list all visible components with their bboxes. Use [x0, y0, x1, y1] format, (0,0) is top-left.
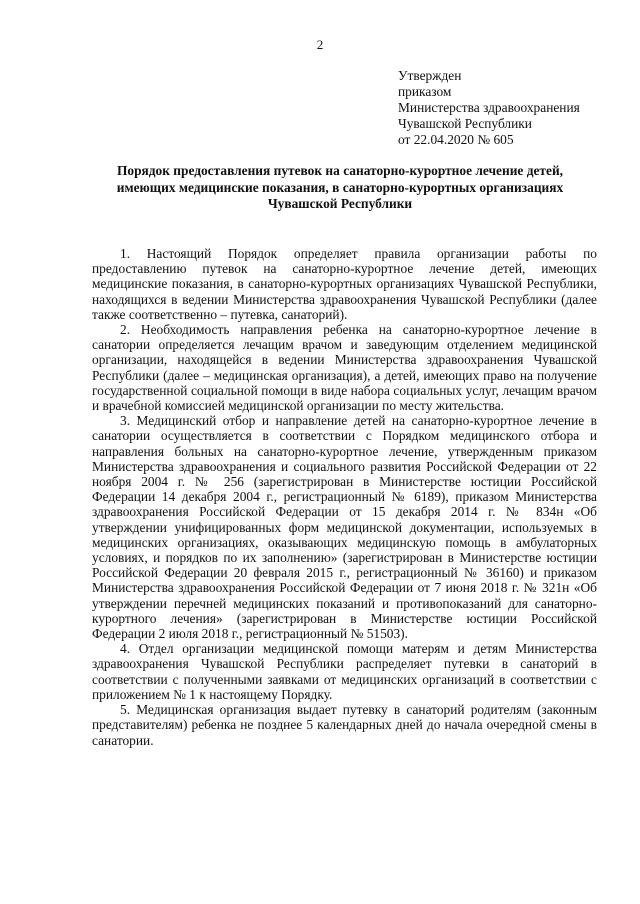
document-title: [80, 163, 600, 213]
approval-block: [398, 68, 628, 148]
paragraph-2: 2. Необходимость направления ребенка на санаторно-курортное лечение в санатории определяется лечащим врачом и заведующим отделением медицинской организации, находящейся в ведении Министерства здравоохранения Чувашской Республики (далее – медицинская организация), а детей, имеющих право на получение государственной социальной помощи в виде набора социальных услуг, лечащим врачом и врачебной комиссией медицинской организации по месту жительства.: [92, 322, 597, 414]
approval-line-approved: Утвержден: [398, 68, 462, 83]
approval-line-ministry: Министерства здравоохранения: [398, 100, 580, 115]
paragraph-3: 3. Медицинский отбор и направление детей на санаторно-курортное лечение в санатории осуществляется в соответствии с Порядком медицинского отбора и направления больных на санаторно-курортное лечение, утвержденным приказом Министерства здравоохранения и социального развития Российской Федерации от 22 ноября 2004 г. № 256 (зарегистрирован в Министерстве юстиции Российской Федерации 14 декабря 2004 г., регистрационный № 6189), приказом Министерства здравоохранения Российской Федерации от 15 декабря 2014 г. № 834н «Об утверждении унифицированных форм медицинской документации, используемых в медицинских организациях, оказывающих медицинскую помощь в амбулаторных условиях, и порядков по их заполнению» (зарегистрирован в Министерстве юстиции Российской Федерации 20 февраля 2015 г., регистрационный № 36160) и приказом Министерства здравоохранения Российской Федерации от 7 июня 2018 г. № 321н «Об утверждении перечней медицинских показаний и противопоказаний для санаторно-курортного лечения» (зарегистрирован в Министерстве юстиции Российской Федерации 2 июля 2018 г., регистрационный № 51503).: [92, 413, 597, 642]
title-line-3: Чувашской Республики: [267, 196, 413, 211]
page-number: 2: [316, 37, 324, 52]
title-line-1: Порядок предоставления путевок на санаторно-курортное лечение детей,: [116, 163, 564, 178]
approval-line-republic: Чувашской Республики: [398, 116, 532, 131]
approval-line-order: приказом: [398, 84, 452, 99]
approval-line-date: от 22.04.2020 № 605: [398, 132, 514, 147]
paragraph-1: 1. Настоящий Порядок определяет правила организации работы по предоставлению путевок на санаторно-курортное лечение детей, имеющих медицинские показания, в санаторно-курортных организациях Чувашской Республики, находящихся в ведении Министерства здравоохранения Чувашской Республики (далее также соответственно – путевка, санаторий).: [92, 246, 597, 322]
document-body: [92, 246, 597, 748]
title-line-2: имеющих медицинские показания, в санаторно-курортных организациях: [116, 179, 564, 195]
paragraph-5: 5. Медицинская организация выдает путевку в санаторий родителям (законным представителям) ребенка не позднее 5 календарных дней до начала очередной смены в санатории.: [92, 702, 597, 748]
paragraph-4: 4. Отдел организации медицинской помощи матерям и детям Министерства здравоохранения Чувашской Республики распределяет путевки в санаторий в соответствии с полученными заявками от медицинских организаций в соответствии с приложением № 1 к настоящему Порядку.: [92, 641, 597, 702]
